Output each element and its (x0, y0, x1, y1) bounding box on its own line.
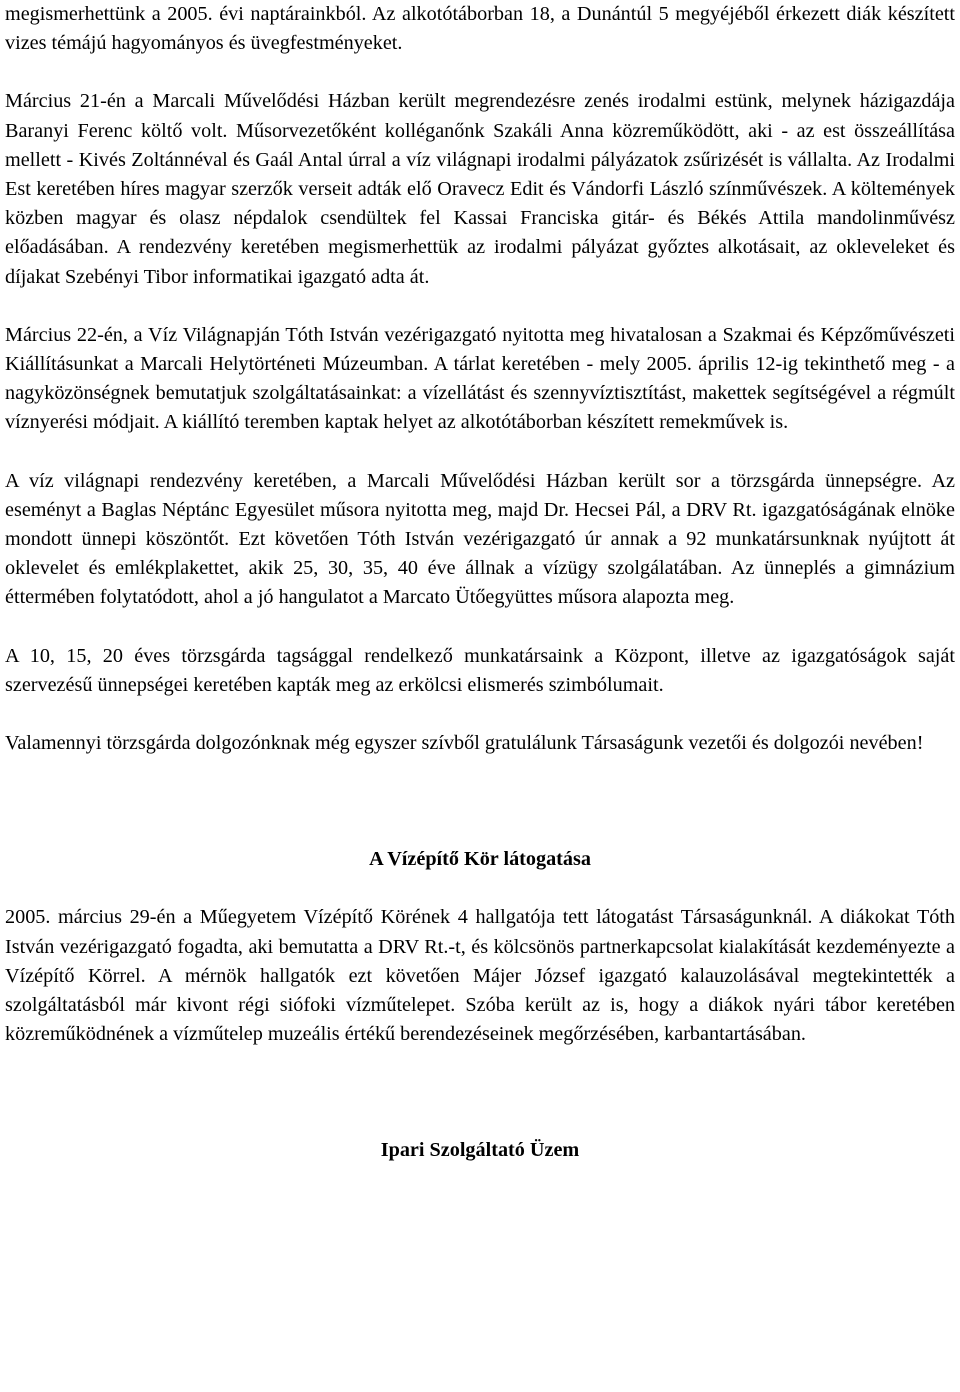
paragraph-visit: 2005. március 29-én a Műegyetem Vízépítő Körének 4 hallgatója tett látogatást Társaságunknál. A diákokat Tóth István vezérigazgató fogadta, aki bemutatta a DRV Rt.-t, és kölcsönös partnerkapcsolat kialakítását kezdeményezte a Vízépítő Körrel. A mérnök hallgatók ezt követően Májer József igazgató kalauzolásával megtekintették a szolgáltatásból már kivont régi siófoki vízműtelepet. Szóba került az is, hogy a diákok nyári tábor keretében közreműködnének a vízműtelep muzeális értékű berendezéseinek megőrzésében, karbantartásában. (5, 906, 955, 1046)
spacer (5, 1049, 955, 1107)
paragraph-loyalty-ceremony: A víz világnapi rendezvény keretében, a Marcali Művelődési Házban került sor a törzsgárda ünnepségre. Az eseményt a Baglas Néptánc Egyesület műsora nyitotta meg, majd Dr. Hecsei Pál, a DRV Rt. igazgatóságának elnöke mondott ünnepi köszöntőt. Ezt követően Tóth István vezérigazgató úr annak a 92 munkatársunknak nyújtott át oklevelet és emlékplakettet, akik 25, 30, 35, 40 éve állnak a vízügy szolgálatában. Az ünneplés a gimnázium éttermében folytatódott, ahol a jó hangulatot a Marcato Ütőegyüttes műsora alapozta meg. (5, 469, 955, 609)
spacer (5, 438, 955, 467)
spacer (5, 1107, 955, 1136)
section-heading-visit: A Vízépítő Kör látogatása (369, 848, 591, 871)
spacer (5, 874, 955, 903)
paragraph-literary-evening: Március 21-én a Marcali Művelődési Házban került megrendezésre zenés irodalmi estünk, melynek házigazdája Baranyi Ferenc költő volt. Műsorvezetőként kolléganőnk Szakáli Anna közreműködött, aki - az est összeállítása mellett - Kivés Zoltánnéval és Gaál Antal úrral a víz világnapi irodalmi pályázatok zsűrizését is vállalta. Az Irodalmi Est keretében híres magyar szerzők verseit adták elő Oravecz Edit és Vándorfi László színművészek. A költemények közben magyar és olasz népdalok csendültek fel Kassai Franciska gitár- és Békés Attila mandolinművész előadásában. A rendezvény keretében megismerhettük az irodalmi pályázat győztes alkotásait, az okleveleket és díjakat Szebényi Tibor informatikai igazgató adta át. (5, 90, 955, 288)
paragraph-congratulations: Valamennyi törzsgárda dolgozónknak még egyszer szívből gratulálunk Társaságunk vezetői és dolgozói nevében! (5, 732, 924, 755)
section-heading-industrial-unit: Ipari Szolgáltató Üzem (380, 1139, 580, 1162)
spacer (5, 758, 955, 816)
paragraph-water-day-exhibition: Március 22-én, a Víz Világnapján Tóth István vezérigazgató nyitotta meg hivatalosan a Szakmai és Képzőművészeti Kiállításunkat a Marcali Helytörténeti Múzeumban. A tárlat keretében - mely 2005. április 12-ig tekinthető meg - a nagyközönségnek bemutatjuk szolgáltatásainkat: a vízellátást és szennyvíztisztítást, makettek segítségével a régmúlt víznyerési módjait. A kiállító teremben kaptak helyet az alkotótáborban készített remekművek is. (5, 323, 955, 434)
paragraph-exhibition-intro: megismerhettünk a 2005. évi naptárainkból. Az alkotótáborban 18, a Dunántúl 5 megyéjéből érkezett diák készített vizes témájú hagyományos és üvegfestményeket. (5, 3, 955, 55)
spacer (5, 58, 955, 87)
document-page (5, 0, 955, 1166)
paragraph-loyalty-directorates: A 10, 15, 20 éves törzsgárda tagsággal rendelkező munkatársaink a Központ, illetve az igazgatóságok saját szervezésű ünnepségei keretében kapták meg az erkölcsi elismerés szimbólumait. (5, 644, 955, 696)
spacer (5, 816, 955, 845)
spacer (5, 700, 955, 729)
spacer (5, 613, 955, 642)
spacer (5, 292, 955, 321)
